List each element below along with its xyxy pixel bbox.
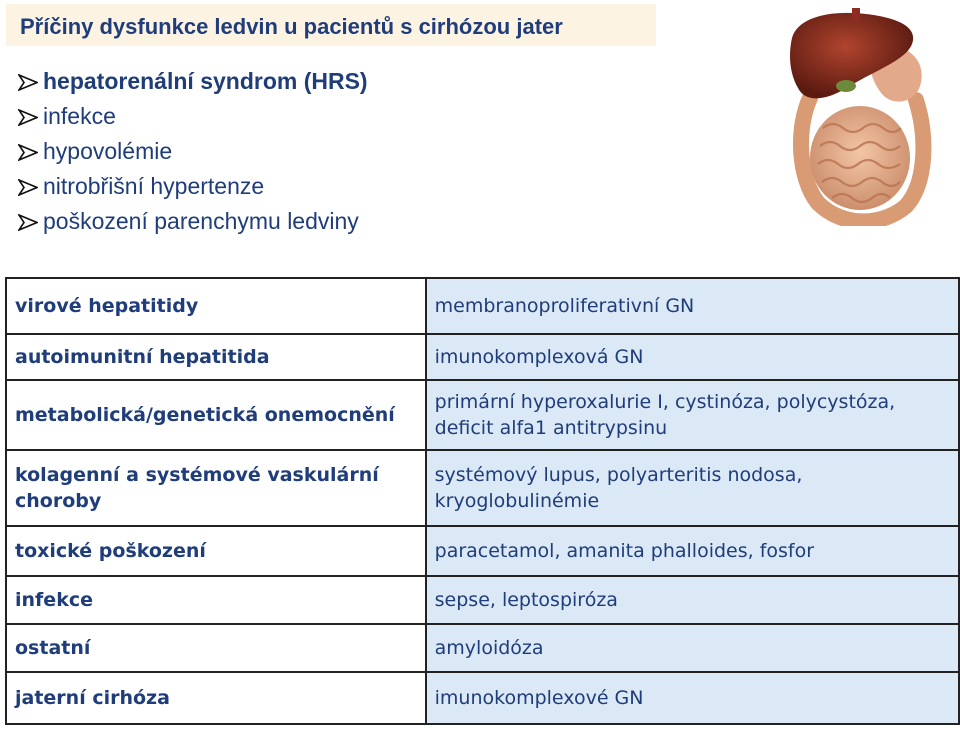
table-row <box>6 672 959 724</box>
arrowhead-bullet-icon <box>18 74 38 91</box>
bullet-text: hepatorenální syndrom (HRS) <box>43 68 368 94</box>
table-row <box>6 526 959 576</box>
detail-cell: paracetamol, amanita phalloides, fosfor <box>426 526 959 576</box>
cause-cell: infekce <box>6 576 426 624</box>
detail-cell: amyloidóza <box>426 624 959 672</box>
abdominal-organs-illustration <box>788 8 934 226</box>
cause-cell: jaterní cirhóza <box>6 672 426 724</box>
bullet-text: hypovolémie <box>43 138 173 164</box>
title-banner <box>6 4 656 46</box>
detail-cell: imunokomplexová GN <box>426 334 959 380</box>
cause-cell: kolagenní a systémové vaskulární choroby <box>6 450 426 526</box>
bullet-text: nitrobřišní hypertenze <box>43 173 265 199</box>
page-title: Příčiny dysfunkce ledvin u pacientů s cirhózou jater <box>20 14 563 39</box>
table-row <box>6 380 959 450</box>
arrowhead-bullet-icon <box>18 179 38 196</box>
cause-table <box>5 277 960 725</box>
detail-cell: primární hyperoxalurie I, cystinóza, polycystóza, deficit alfa1 antitrypsinu <box>426 380 959 450</box>
detail-cell: imunokomplexové GN <box>426 672 959 724</box>
cause-cell: virové hepatitidy <box>6 278 426 334</box>
table-row <box>6 450 959 526</box>
arrowhead-bullet-icon <box>18 109 38 126</box>
arrowhead-bullet-icon <box>18 144 38 161</box>
cause-cell: autoimunitní hepatitida <box>6 334 426 380</box>
bullet-text: infekce <box>43 103 116 129</box>
detail-cell: systémový lupus, polyarteritis nodosa, kryoglobulinémie <box>426 450 959 526</box>
table-row <box>6 576 959 624</box>
table-row <box>6 334 959 380</box>
table-row <box>6 278 959 334</box>
cause-cell: toxické poškození <box>6 526 426 576</box>
cause-cell: metabolická/genetická onemocnění <box>6 380 426 450</box>
detail-cell: membranoproliferativní GN <box>426 278 959 334</box>
detail-cell: sepse, leptospiróza <box>426 576 959 624</box>
table-row <box>6 624 959 672</box>
arrowhead-bullet-icon <box>18 214 38 231</box>
bullet-text: poškození parenchymu ledviny <box>43 208 359 234</box>
cause-cell: ostatní <box>6 624 426 672</box>
